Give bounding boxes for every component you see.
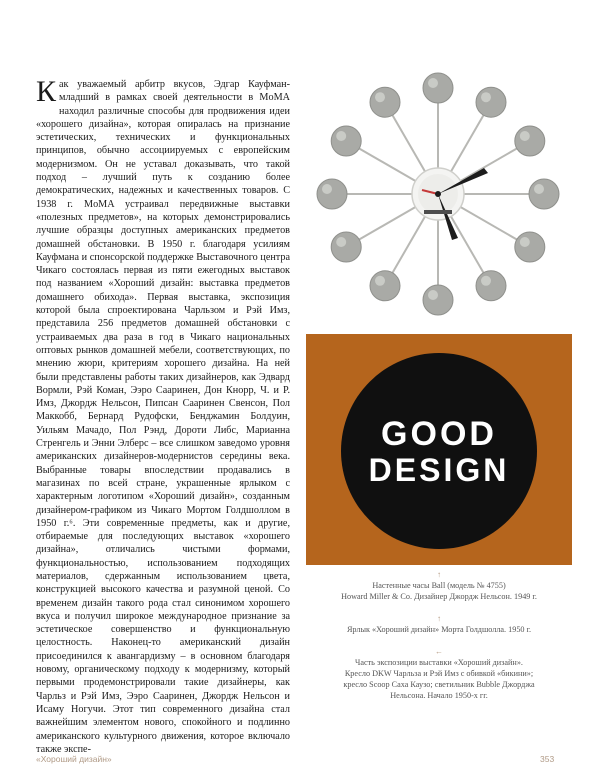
good-design-logo xyxy=(306,334,572,565)
caption-line: кресло Scoop Саха Каузо; светильник Bubble Джорджа xyxy=(343,680,535,689)
clock-ball-highlight xyxy=(481,276,491,286)
caption-line: Кресло DKW Чарльза и Рэй Имз с обивкой «бикини»; xyxy=(344,669,534,678)
clock-ball xyxy=(476,87,506,117)
caption-arrow-left: ← xyxy=(435,647,443,656)
clock-ball xyxy=(476,271,506,301)
clock-ball xyxy=(529,179,559,209)
clock-center-pin xyxy=(435,191,441,197)
caption-line: Нельсона. Начало 1950-х гг. xyxy=(390,691,488,700)
clock-ball xyxy=(370,87,400,117)
running-footer-section: «Хороший дизайн» xyxy=(36,754,112,764)
caption-line: Настенные часы Ball (модель № 4755) xyxy=(372,581,506,590)
clock-ball-highlight xyxy=(481,92,491,102)
clock-ball xyxy=(331,232,361,262)
body-paragraph xyxy=(36,75,290,756)
clock-ball xyxy=(423,285,453,315)
clock-ball xyxy=(331,126,361,156)
logo-line-design: DESIGN xyxy=(368,452,510,488)
clock-ball-highlight xyxy=(336,131,346,141)
caption-label xyxy=(306,614,572,635)
clock-ball-highlight xyxy=(520,237,530,247)
clock-ball xyxy=(370,271,400,301)
clock-ball-highlight xyxy=(322,184,332,194)
clock-ball-highlight xyxy=(375,92,385,102)
clock-ball-highlight xyxy=(428,78,438,88)
logo-line-good: GOOD xyxy=(381,415,497,453)
clock-ball-highlight xyxy=(534,184,544,194)
clock-ball-highlight xyxy=(375,276,385,286)
clock-ball-highlight xyxy=(336,237,346,247)
caption-arrow-up: ↑ xyxy=(437,570,441,579)
captions xyxy=(306,570,572,713)
good-design-label-image xyxy=(306,334,572,565)
clock-ball xyxy=(515,126,545,156)
caption-line: Ярлык «Хороший дизайн» Морта Голдшолла. 1950 г. xyxy=(346,625,532,634)
page-number: 353 xyxy=(540,754,555,764)
ball-clock-photo xyxy=(306,60,570,322)
body-text-column xyxy=(36,75,290,756)
body-text: ак уважаемый арбитр вкусов, Эдгар Кауфман-младший в рамках своей деятельности в MoMA находил различные способы для продвижения идеи «хорошего дизайна», которая опиралась на признание эстетических, технических и функциональных принципов, обычно ассоциируемых с европейским модернизмом. Он не уставал доказывать, что такой подход – лучший путь к созданию более демократических, надежных и качественных товаров. С 1938 г. MoMA устраивал передвижные выставки «полезных предметов», на которых демонстрировались лучшие образцы доступных американских предметов домашней обстановки. В 1950 г. благодаря усилиям Кауфмана и спонсорской поддержке Выставочного центра Чикаго состоялась первая из пяти ежегодных выставок под названием «Хороший дизайн: выставка предметов домашнего обихода». Первая выставка, экспозиция которой была спроектирована Чарльзом и Рэй Имз, представила 256 предметов домашней обстановки с устраиваемых два раза в год в Чикаго национальных оптовых рынков домашней мебели, соответствующих, по мнению жюри, критериям хорошего дизайна. На ней были представлены работы таких дизайнеров, как Эдвард Вормли, Рэй Коман, Ээро Сааринен, Дон Кнорр, Ч. и Р. Имз, Джордж Нельсон, Пипсан Сааринен Свенсон, Пол Маккобб, Бернард Рудофски, Бенджамин Болдуин, Уильям Мачадо, Пол Рэнд, Дороти Либс, Марианна Стренгель и Энни Элберс – все слишком заведомо уровня американских дизайнеров-модернистов середины века. Выбранные товары впоследствии продавались в магазинах по всей стране, украшенные ярлыком с характерным логотипом «Хороший дизайн», созданным дизайнером-графиком из Чикаго Мортом Голдшоллом в 1950 г.⁶. Эти современные предметы, как и другие, отбираемые для последующих выставок «хорошего дизайна», отличались чистыми формами, функциональностью, использованием подходящих материалов, сдержанным использованием цвета, конструкцией высокого качества и разумной ценой. Со временем дизайн такого рода стал синонимом хорошего вкуса и получил широкое международное признание за эстетическое совершенство и функциональную целостность. Наконец-то американский дизайн присоединился к авангардизму – в основном благодаря новому, органическому подходу к модернизму, который первыми продемонстрировали такие дизайнеры, как Чарльз и Рэй Имз, Ээро Сааринен, Джордж Нельсон и Исаму Ногучи. Этот тип современного дизайна стал важнейшим элементом нового, спокойного и подлинно американского культурного движения, которое включало также экспе- xyxy=(36,79,290,755)
caption-line: Часть экспозиции выставки «Хороший дизайн». xyxy=(355,658,523,667)
caption-arrow-up: ↑ xyxy=(437,614,441,623)
clock-ball-highlight xyxy=(520,131,530,141)
caption-exhibition xyxy=(306,647,572,701)
clock-maker-badge xyxy=(424,210,452,214)
clock-ball xyxy=(515,232,545,262)
drop-cap: К xyxy=(36,75,57,108)
caption-clock xyxy=(306,570,572,602)
clock-ball xyxy=(317,179,347,209)
clock-ball-highlight xyxy=(428,290,438,300)
caption-line: Howard Miller & Co. Дизайнер Джордж Нельсон. 1949 г. xyxy=(341,592,537,601)
clock-ball xyxy=(423,73,453,103)
